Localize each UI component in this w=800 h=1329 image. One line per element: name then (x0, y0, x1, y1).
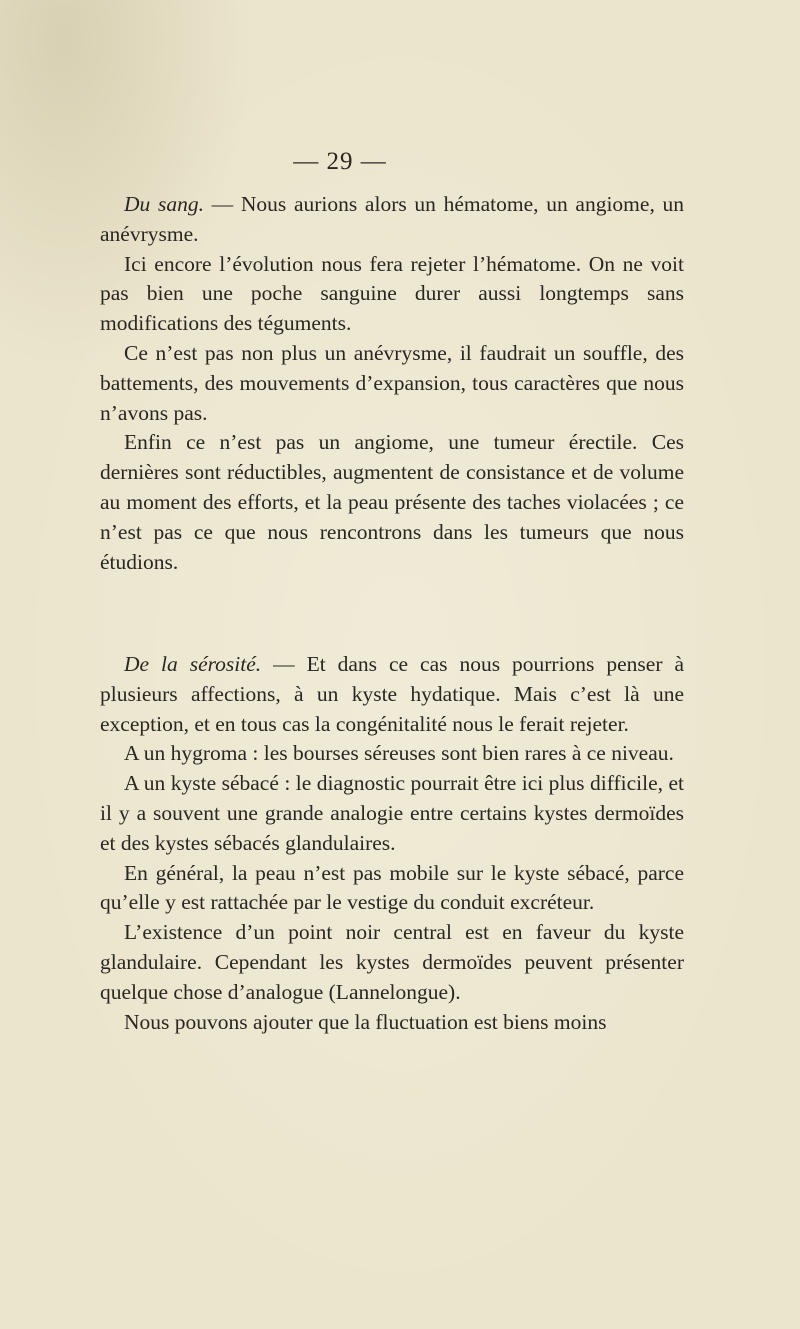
paragraph (100, 190, 684, 250)
paragraph: Ce n’est pas non plus un anévrysme, il faudrait un souffle, des battements, des mouvements d’expansion, tous caractères que nous n’avons pas. (100, 340, 684, 425)
section-du-sang (100, 190, 684, 577)
paragraph: A un hygroma : les bourses séreuses sont bien rares à ce niveau. (124, 741, 674, 766)
paragraph (100, 650, 684, 739)
paragraph: Nous pouvons ajouter que la fluctuation est biens moins (124, 1009, 607, 1034)
section-heading: De la sérosité. (124, 652, 262, 676)
paragraph-text: — Et dans ce cas nous pourrions penser à plusieurs affections, à un kyste hydatique. Mais c’est là une exception, et en tous cas la congénitalité nous le ferait rejeter. (100, 652, 684, 736)
paragraph: Enfin ce n’est pas un angiome, une tumeur érectile. Ces dernières sont réductibles, augmentent de consistance et de volume au moment des efforts, et la peau présente des taches violacées ; ce n’est pas ce que nous rencontrons dans les tumeurs que nous étudions. (100, 430, 684, 574)
section-de-la-serosite (100, 650, 684, 1037)
paragraph: Ici encore l’évolution nous fera rejeter l’hématome. On ne voit pas bien une poche sanguine durer aussi longtemps sans modifications des téguments. (100, 251, 684, 336)
paragraph: L’existence d’un point noir central est en faveur du kyste glandulaire. Cependant les kystes dermoïdes peuvent présenter quelque chose d’analogue (Lannelongue). (100, 920, 684, 1004)
paragraph-text: — Nous aurions alors un hématome, un angiome, un anévrysme. (100, 192, 685, 246)
paragraph: A un kyste sébacé : le diagnostic pourrait être ici plus difficile, et il y a souvent une grande analogie entre certains kystes dermoïdes et des kystes sébacés glandulaires. (100, 771, 684, 855)
page-number: — 29 — (293, 148, 387, 175)
paragraph: En général, la peau n’est pas mobile sur le kyste sébacé, parce qu’elle y est rattachée par le vestige du conduit excréteur. (100, 860, 684, 915)
section-heading: Du sang. (124, 192, 204, 216)
